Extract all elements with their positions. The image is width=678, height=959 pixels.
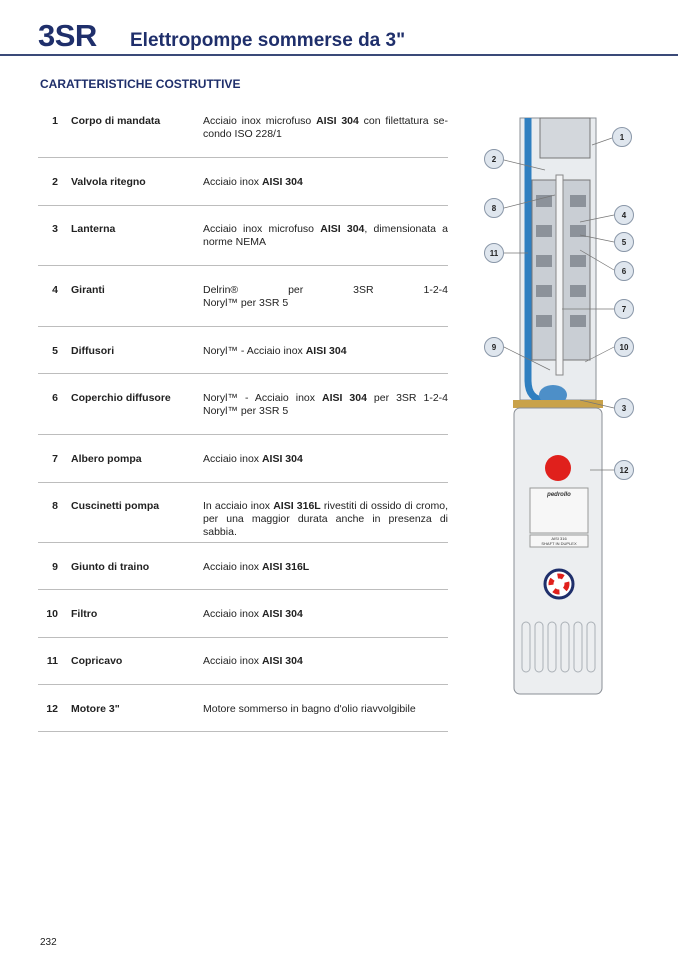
description-text: Noryl™ per 3SR 5	[203, 297, 289, 309]
page-title: Elettropompe sommerse da 3"	[130, 30, 406, 51]
material-spec: AISI 316L	[261, 561, 310, 573]
description-text: Acciaio inox microfuso	[203, 223, 321, 235]
description-text: Acciaio inox	[203, 561, 262, 573]
description-text: con filettatura se-	[358, 115, 448, 127]
item-name: Motore 3"	[71, 703, 120, 715]
brand-text: pedrollo	[547, 492, 571, 498]
item-name: Copricavo	[71, 655, 123, 667]
description-text: per 3SR 1-2-4	[366, 392, 448, 404]
callout-4: 4	[614, 205, 634, 225]
item-number: 4	[52, 284, 58, 296]
motor-ring	[513, 400, 603, 408]
callout-11: 11	[484, 243, 504, 263]
description-text: Noryl™ per 3SR 5	[203, 405, 289, 417]
description-text: norme NEMA	[203, 236, 267, 248]
item-name: Filtro	[71, 608, 98, 620]
material-spec: AISI 316L	[273, 500, 321, 512]
material-spec: AISI 304	[305, 345, 347, 357]
item-name: Corpo di mandata	[71, 115, 161, 127]
item-number: 10	[46, 608, 58, 620]
description-text: Noryl™ - Acciaio inox	[203, 392, 322, 404]
motor-body	[514, 408, 602, 694]
callout-5: 5	[614, 232, 634, 252]
callout-12: 12	[614, 460, 634, 480]
item-name: Diffusori	[71, 345, 115, 357]
item-number: 7	[52, 453, 58, 465]
description-text: Acciaio inox	[203, 608, 262, 620]
description-text: Acciaio inox microfuso	[203, 115, 317, 127]
description-text: Acciaio inox	[203, 176, 262, 188]
callout-2: 2	[484, 149, 504, 169]
description-text: Delrin® per 3SR 1-2-4	[203, 284, 448, 296]
material-spec: AISI 304	[261, 655, 303, 667]
item-name: Giranti	[71, 284, 105, 296]
item-number: 1	[52, 115, 58, 127]
plate-text-2: SHAFT IN DUPLEX	[541, 541, 577, 546]
pump-shaft	[556, 175, 563, 375]
item-name: Cuscinetti pompa	[71, 500, 160, 512]
description-text: Noryl™ - Acciaio inox	[203, 345, 306, 357]
callout-3: 3	[614, 398, 634, 418]
material-spec: AISI 304	[321, 392, 367, 404]
callout-7: 7	[614, 299, 634, 319]
description-text: rivestiti di ossido di cromo,	[320, 500, 448, 512]
callout-10: 10	[614, 337, 634, 357]
material-spec: AISI 304	[261, 453, 303, 465]
material-spec: AISI 304	[320, 223, 365, 235]
item-name: Lanterna	[71, 223, 116, 235]
description-text: In acciaio inox	[203, 500, 274, 512]
description-text: Acciaio inox	[203, 453, 262, 465]
description-text: per una maggior durata anche in presenza di sabbia.	[203, 513, 448, 538]
callout-8: 8	[484, 198, 504, 218]
item-number: 9	[52, 561, 58, 573]
item-name: Coperchio diffusore	[71, 392, 171, 404]
callout-1: 1	[612, 127, 632, 147]
model-code: 3SR	[38, 18, 97, 53]
material-spec: AISI 304	[261, 608, 303, 620]
item-number: 11	[46, 655, 58, 667]
description-text: condo ISO 228/1	[203, 128, 282, 140]
plate-text-1: AISI 316	[551, 536, 567, 541]
item-number: 6	[52, 392, 58, 404]
delivery-head	[540, 118, 590, 158]
section-title: CARATTERISTICHE COSTRUTTIVE	[40, 77, 241, 91]
item-number: 12	[46, 703, 58, 715]
item-number: 8	[52, 500, 58, 512]
item-name: Valvola ritegno	[71, 176, 146, 188]
callout-9: 9	[484, 337, 504, 357]
description-text: , dimensionata a	[364, 223, 448, 235]
callout-6: 6	[614, 261, 634, 281]
material-spec: AISI 304	[316, 115, 359, 127]
item-number: 2	[52, 176, 58, 188]
description-text: Acciaio inox	[203, 655, 262, 667]
material-spec: AISI 304	[261, 176, 303, 188]
item-number: 3	[52, 223, 58, 235]
pedrollo-logo	[545, 455, 571, 481]
page-number: 232	[40, 937, 57, 948]
item-name: Albero pompa	[71, 453, 142, 465]
description-text: Motore sommerso in bagno d'olio riavvolgibile	[203, 703, 416, 715]
item-number: 5	[52, 345, 58, 357]
item-name: Giunto di traino	[71, 561, 150, 573]
